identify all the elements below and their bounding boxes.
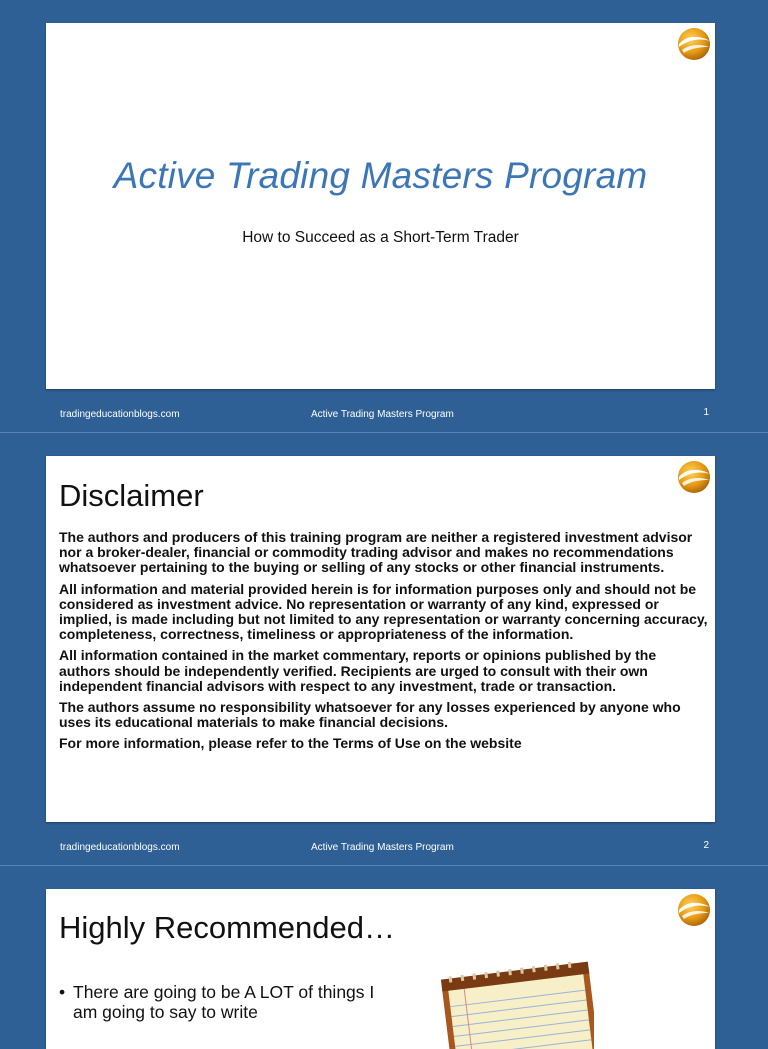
footer-website: tradingeducationblogs.com — [60, 409, 180, 420]
disclaimer-paragraph: The authors and producers of this training program are neither a registered investment advisor nor a broker-dealer, financial or commodity trading advisor and makes no recommendations whatsoever pertaining to the buying or selling of any stocks or other financial instruments. — [59, 529, 693, 576]
slide-title: Disclaimer — [59, 478, 204, 513]
disclaimer-paragraph: All information and material provided herein is for information purposes only and should not be considered as investment advice. No representation or warranty of any kind, expressed or implied, is made including but not limited to any representation or warranty concerning accuracy, completeness, correctness, timeliness or appropriateness of the information. — [59, 580, 708, 643]
company-logo-icon — [676, 459, 712, 495]
footer-page-number: 1 — [703, 407, 709, 418]
bullet-text: There are going to be A LOT of things I am going to say to write — [73, 982, 375, 1022]
company-logo-icon — [676, 26, 712, 62]
disclaimer-paragraph: For more information, please refer to the Terms of Use on the website — [59, 735, 522, 752]
slide-2 — [46, 456, 715, 822]
footer-website: tradingeducationblogs.com — [60, 842, 180, 853]
disclaimer-paragraph: All information contained in the market commentary, reports or opinions published by the authors should be independently verified. Recipients are urged to consult with their own independent financial advisors with respect to any investment, trade or transaction. — [59, 647, 657, 694]
company-logo-icon — [676, 892, 712, 928]
slide-separator — [0, 432, 768, 433]
slide-title: Active Trading Masters Program — [113, 155, 648, 196]
slide-3 — [46, 889, 715, 1049]
bullet-icon: • — [59, 982, 66, 1002]
footer-program-name: Active Trading Masters Program — [311, 842, 454, 853]
slide-1-footer — [0, 405, 768, 425]
disclaimer-paragraph: The authors assume no responsibility whatsoever for any losses experienced by anyone who uses its educational materials to make financial decisions. — [59, 699, 681, 731]
notepad-icon — [434, 957, 594, 1049]
slide-title: Highly Recommended… — [59, 910, 395, 945]
footer-program-name: Active Trading Masters Program — [311, 409, 454, 420]
slide-1 — [46, 23, 715, 389]
slide-2-footer — [0, 838, 768, 858]
disclaimer-body — [59, 530, 709, 758]
footer-page-number: 2 — [703, 840, 709, 851]
slide-separator — [0, 865, 768, 866]
list-item — [59, 982, 389, 1022]
slide-subtitle: How to Succeed as a Short-Term Trader — [242, 229, 519, 246]
bullet-list — [59, 982, 389, 1022]
